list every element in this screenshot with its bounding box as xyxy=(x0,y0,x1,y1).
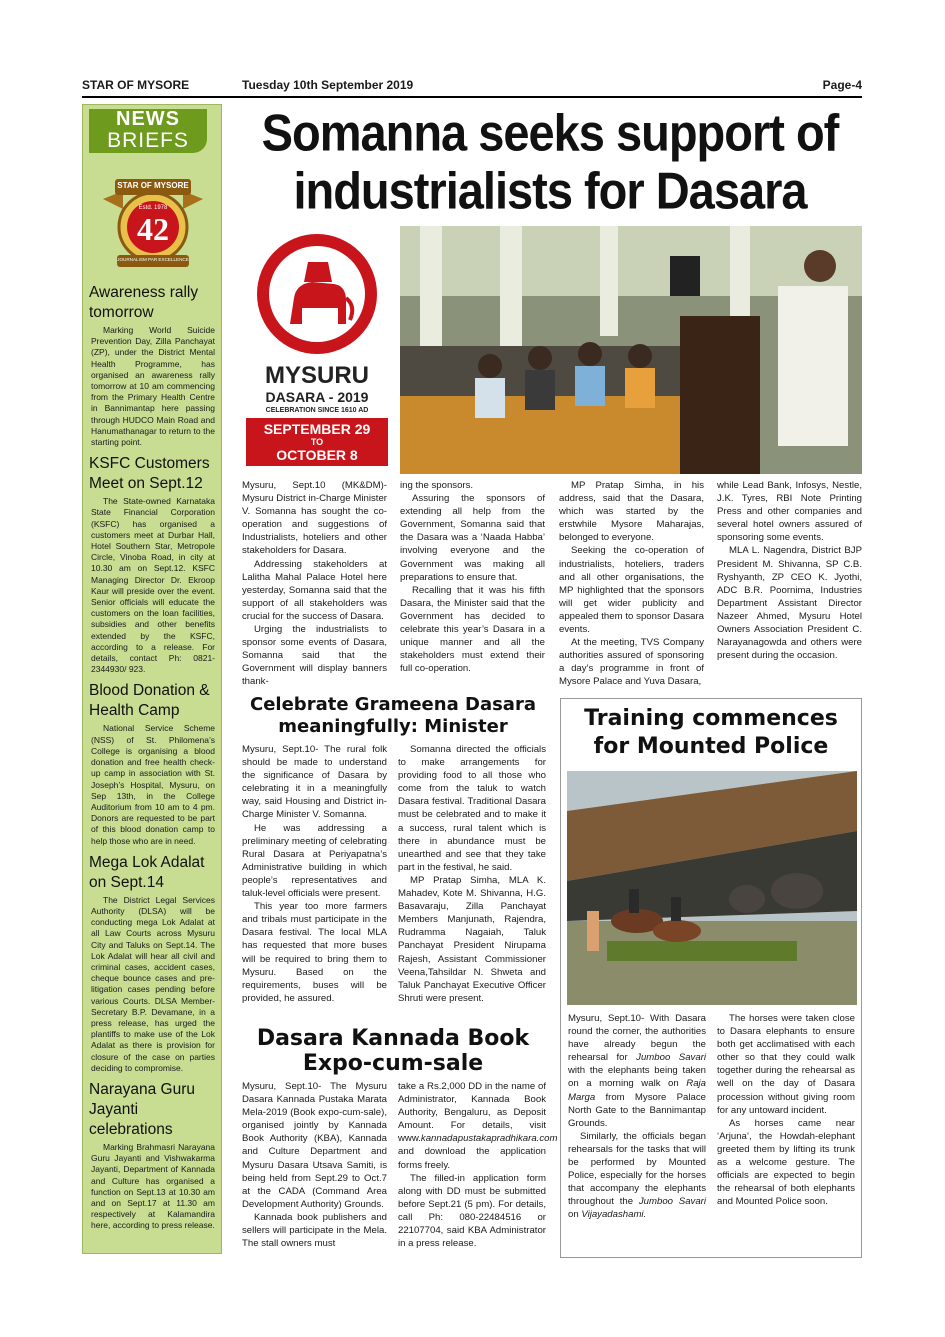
poster-date-to: OCTOBER 8 xyxy=(276,447,358,463)
logo-motto: JOURNALISM PAR EXCELLENCE xyxy=(117,257,189,262)
book-col-2 xyxy=(398,1080,558,1250)
lead-photo xyxy=(400,226,862,474)
paper-name: STAR OF MYSORE xyxy=(82,78,190,92)
grameena-paragraph: Mysuru, Sept.10- The rural folk should be made to understand the significance of Dasara by celebrating it in a meaningfully way, said Housing and District in-Charge Minister V. Somanna. xyxy=(242,744,387,821)
police-headline-line2: for Mounted Police xyxy=(593,734,829,759)
brief-item xyxy=(83,853,221,1074)
poster-subtitle: DASARA - 2019 xyxy=(265,389,369,405)
page-header xyxy=(82,76,862,98)
news-briefs-sidebar xyxy=(82,104,222,1254)
grameena-headline-line2: meaningfully: Minister xyxy=(278,716,508,737)
police-headline-line1: Training commences xyxy=(584,706,838,731)
lead-paragraph: while Lead Bank, Infosys, Nestle, J.K. Tyres, RBI Note Printing Press and other companies and several hotel owners assured of sponsoring some events. xyxy=(717,480,862,544)
lead-col-1 xyxy=(242,479,387,689)
police-text: Jumboo Savari xyxy=(636,1052,706,1064)
logo-brand: STAR OF MYSORE xyxy=(117,181,189,190)
police-paragraph xyxy=(568,1130,706,1222)
brief-body: Marking World Suicide Prevention Day, Zilla Panchayat (ZP), under the District Mental Health Programme, has organised an awareness rally tomorrow at 10 am commencing from the Primary Health Centre in Bannimantap here passing through HUDCO Main Road and Hanumathanagar to return to the starting point. xyxy=(91,325,215,448)
poster-dates xyxy=(246,418,388,466)
police-paragraph: The horses were taken close to Dasara elephants to ensure both get acclimatised with each other so that they could walk together during the rehearsal as well on the day of Dasara procession without giving room for any untoward incident. xyxy=(717,1013,855,1116)
dasara-poster xyxy=(242,228,392,474)
police-col-2 xyxy=(717,1012,855,1208)
book-paragraph: The filled-in application form along with DD must be submitted before Sept.21 (5 pm). For details, call Ph: 080-22484516 or 22107704, said KBA Administrator in a press release. xyxy=(398,1172,546,1250)
police-paragraph xyxy=(568,1012,706,1130)
police-text: Similarly, the officials began rehearsals for the tasks that will be performed by Mounted Police, especially for the horses that accompany the elephants throughout the xyxy=(568,1130,706,1208)
police-text: with the elephants being taken on a morning walk on xyxy=(568,1065,706,1090)
police-paragraph: As horses came near ‘Arjuna’, the Howdah-elephant greeted them by lifting its trunk as a welcome gesture. The officials are expected to begin the rehearsal of both elephants and Mounted Police soon. xyxy=(717,1117,855,1208)
brief-body: The District Legal Services Authority (DLSA) will be conducting mega Lok Adalat at all Law Courts across Mysuru City and Taluks on Sept.14. The Lok Adalat will hear all civil and criminal cases, accident cases, cheque bounce cases and pre-litigation cases pending before various Courts. DLSA Member-Secretary B.P. Devamane, in a press release, has urged the plantiffs to make use of the Lok Adalat as there is provision for closure of the case on parties deciding to compromise. xyxy=(91,894,215,1073)
lead-paragraph: Assuring the sponsors of extending all help from the Government, Somanna said that the Dasara was a ‘Naada Habba’ involving everyone and the Government was making all preparations to ensure that. xyxy=(400,493,545,583)
police-text: Vijayadashami. xyxy=(581,1209,647,1221)
briefs-title-word: BRIEFS xyxy=(107,129,189,152)
lead-col-3 xyxy=(559,479,704,689)
brief-heading: Awareness rally tomorrow xyxy=(89,284,199,321)
brief-item xyxy=(83,1080,221,1232)
book-text: take a Rs.2,000 DD in the name of Administrator, Kannada Book Authority, Bengaluru, as Deposit Amount. For details, visit www. xyxy=(398,1081,546,1145)
police-text: Jumboo Savari xyxy=(638,1196,706,1208)
poster-date-to-word: TO xyxy=(310,437,324,447)
grameena-col-2 xyxy=(398,743,546,1005)
lead-headline xyxy=(238,104,862,220)
brief-heading: Blood Donation & Health Camp xyxy=(89,682,210,720)
poster-date-from: SEPTEMBER 29 xyxy=(263,421,371,437)
lead-headline-line2: industrialists for Dasara xyxy=(293,161,807,220)
lead-paragraph: Recalling that it was his fifth Dasara, the Minister said that the Government has decided to celebrate this year’s Dasara in a unique manner and all the stakeholders must extend their full co-operation. xyxy=(400,584,545,675)
grameena-paragraph: Somanna directed the officials to make arrangements for providing food to all those who come from the taluk to watch Dasara festival. Traditional Dasara must be celebrated and to make it a success, rural talent which is there in abundance must be unearthed and see that they take part in the festival, he said. xyxy=(398,744,546,873)
brief-item xyxy=(83,454,221,675)
police-text: Raja Marga xyxy=(568,1078,706,1103)
lead-col-4 xyxy=(717,479,862,662)
briefs-list xyxy=(83,277,221,1232)
grameena-headline xyxy=(238,694,548,738)
lead-paragraph: Addressing stakeholders at Lalitha Mahal Palace Hotel here yesterday, Somanna said that the support of all stakeholders was crucial for the success of Dasara. xyxy=(242,558,387,622)
brief-body: The State-owned Karnataka State Financial Corporation (KSFC) has organised a customers meet at Durbar Hall, Hotel Southern Star, Metropole Circle, Vinoba Road, in city at 10.30 am on Sept.12. KSFC Managing Director Dr. Ekroop Kaur will preside over the event. Senior officials will educate the customers on the loan facilities, subsidies and other benefits extended by the KSFC, according to a release. For details, contact Ph: 0821-2344930/ 923. xyxy=(91,496,215,675)
anniversary-logo xyxy=(93,169,213,279)
lead-paragraph: At the meeting, TVS Company authorities assured of sponsoring a day’s programme in front of Mysore Palace and Yuva Dasara, xyxy=(559,637,704,688)
lead-paragraph: ing the sponsors. xyxy=(400,480,474,491)
book-url-link[interactable]: kannadapustakapradhikara.com xyxy=(420,1133,558,1145)
brief-heading: KSFC Customers Meet on Sept.12 xyxy=(89,455,210,493)
brief-item xyxy=(83,283,221,448)
book-headline-line1: Dasara Kannada Book xyxy=(256,1026,530,1051)
poster-title: MYSURU xyxy=(264,362,369,389)
grameena-headline-line1: Celebrate Grameena Dasara xyxy=(250,694,536,715)
lead-col-2 xyxy=(400,479,545,675)
dasara-elephant-emblem-icon xyxy=(242,228,392,356)
news-briefs-title xyxy=(89,109,207,153)
brief-heading: Narayana Guru Jayanti celebrations xyxy=(89,1080,195,1138)
news-title-word: NEWS xyxy=(116,108,180,130)
police-text: Mysuru, Sept.10- With Dasara round the corner, the authorities have already begun the rehearsal for xyxy=(568,1013,706,1064)
book-paragraph: Mysuru, Sept.10- The Mysuru Dasara Kannada Pustaka Marata Mela-2019 (Book expo-cum-sale), organised jointly by Kannada Book Authority (KBA), Kannada and Culture Department and Mysuru Dasara Utsava Samiti, is being held from Sept.29 to Oct.7 at the CADA (Command Area Development Authority) Grounds. xyxy=(242,1081,387,1210)
logo-estd: Estd. 1978 xyxy=(138,205,168,211)
brief-heading: Mega Lok Adalat on Sept.14 xyxy=(89,853,205,891)
lead-paragraph: Mysuru, Sept.10 (MK&DM)- Mysuru District in-Charge Minister V. Somanna has sought the co-operation and suggestions of Industrialists, hoteliers and other stakeholders for Dasara. xyxy=(242,480,387,557)
horses-elephants-photo-icon xyxy=(567,771,857,1005)
lead-headline-line1: Somanna seeks support of xyxy=(261,103,839,162)
lead-paragraph: Seeking the co-operation of industrialists, hoteliers, traders and all other organisations, the MP highlighted that the sponsors will get wider publicity and appealed them to sponsor Dasara events. xyxy=(559,545,704,636)
book-col-1 xyxy=(242,1080,387,1250)
book-headline-line2: Expo-cum-sale xyxy=(302,1051,484,1076)
book-paragraph: Kannada book publishers and sellers will participate in the Mela. The stall owners must xyxy=(242,1211,387,1250)
issue-date: Tuesday 10th September 2019 xyxy=(242,78,414,92)
brief-item xyxy=(83,681,221,846)
book-text: and download the application forms freely. xyxy=(398,1146,546,1171)
logo-number: 42 xyxy=(137,211,169,247)
police-col-1 xyxy=(568,1012,706,1222)
grameena-paragraph: He was addressing a preliminary meeting of celebrating Rural Dasara at Periyapatna’s Administrative building in which people’s representatives and taluk-level officials were present. xyxy=(242,822,387,900)
police-text: from Mysore Palace North Gate to the Bannimantap Grounds. xyxy=(568,1091,706,1129)
brief-body: Marking Brahmasri Narayana Guru Jayanti and Vishwakarma Jayanti, Department of Kannada and Culture has organised a function on Sept.13 at 10.30 am and on Sept.17 at 11.30 am respectively at Kalamandira here, according to press release. xyxy=(91,1141,215,1231)
brief-body: National Service Scheme (NSS) of St. Philomena’s College is organising a blood donation and free health check-up camp in association with St. Joseph’s Hospital, Mysuru, on Sep 13th, in the College Auditorium from 10 am to 4 pm. Donors are requested to be part of this blood donation camp to help those who are in need. xyxy=(91,723,215,846)
page-number: Page-4 xyxy=(822,78,862,92)
meeting-hall-photo-icon xyxy=(400,226,862,474)
lead-paragraph: Urging the industrialists to sponsor some events of Dasara, Somanna said that the Government will display banners thank- xyxy=(242,624,387,688)
police-photo xyxy=(567,771,857,1005)
grameena-col-1 xyxy=(242,743,387,1005)
grameena-paragraph: MP Pratap Simha, MLA K. Mahadev, Kote M. Shivanna, H.G. Basavaraju, Zilla Panchayat Members Manjunath, Rajendra, Rudramma Nagaiah, Taluk Panchayat President Nirupama Rajesh, Assistant Commissioner Veena,Tahsildar N. Shweta and Taluk Panchayat Executive Officer Shruti were present. xyxy=(398,874,546,1004)
lead-paragraph: MLA L. Nagendra, District BJP President M. Shivanna, SP C.B. Ryshyanth, ZP CEO K. Jyothi, ADC B.R. Poornima, Industries Department Assistant Director Nazeer Ahmed, Mysuru Hotel Owners Association President C. Narayanagowda and others were present during the occasion. xyxy=(717,545,862,662)
poster-since: CELEBRATION SINCE 1610 AD xyxy=(265,407,369,414)
police-box xyxy=(560,698,862,1258)
grameena-paragraph: This year too more farmers and tribals must participate in the Dasara festival. The local MLA has requested that more buses will be required to bring them to Mysuru. Based on the requirements, buses will be provided, he assured. xyxy=(242,901,387,1004)
lead-paragraph: MP Pratap Simha, in his address, said that the Dasara, which was started by the erstwhile Mysore Maharajas, belonged to everyone. xyxy=(559,480,704,544)
police-text: on xyxy=(568,1209,582,1221)
book-headline xyxy=(238,1026,548,1076)
book-paragraph xyxy=(398,1080,558,1172)
